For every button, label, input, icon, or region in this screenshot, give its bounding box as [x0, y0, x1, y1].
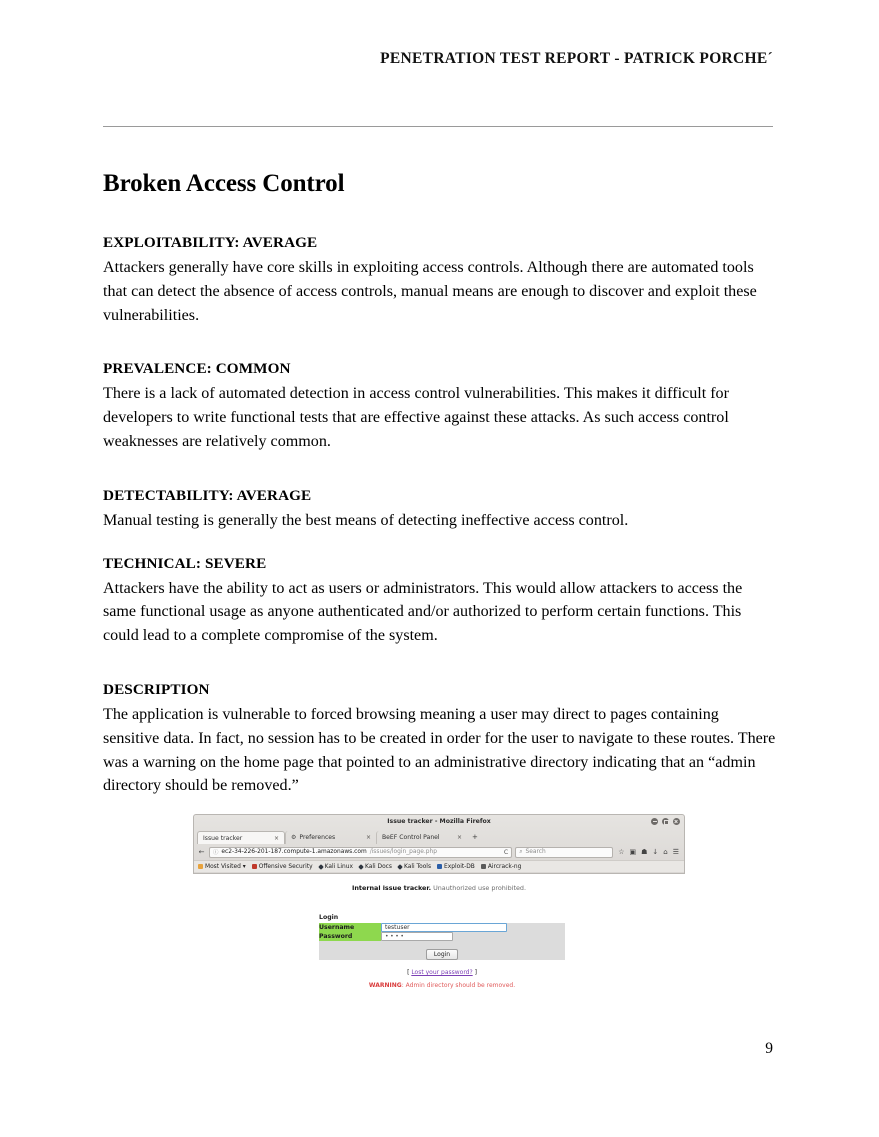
issue-tracker-page	[193, 874, 685, 989]
table-row	[319, 941, 565, 960]
search-icon: ⌕	[519, 848, 523, 855]
tab-close-icon[interactable]: ×	[365, 834, 371, 841]
section-text: There is a lack of automated detection in access control vulnerabilities. This makes it difficult for developers to write functional tests that are effective against these attacks. As such access control weaknesses are relatively common.	[103, 385, 729, 450]
section-text: Attackers generally have core skills in exploiting access controls. Although there are automated tools that can detect the absence of access controls, manual means are enough to discover and exploit these vulnerabilities.	[103, 259, 757, 324]
home-icon[interactable]: ⌂	[663, 847, 668, 856]
kali-dragon-icon	[397, 864, 403, 870]
url-path: /issues/login_page.php	[369, 849, 437, 855]
banner-bold-text: Internal issue tracker.	[352, 884, 432, 892]
username-input[interactable]: testuser	[381, 923, 507, 932]
bracket-close: ]	[472, 969, 477, 976]
search-placeholder: Search	[525, 849, 546, 855]
lost-password-row	[319, 969, 565, 976]
username-label: Username	[319, 923, 381, 932]
window-controls	[651, 818, 680, 825]
bookmark-offensive-security[interactable]	[252, 864, 313, 870]
table-row	[319, 923, 565, 932]
bookmark-exploit-db[interactable]	[437, 864, 475, 870]
gear-icon: ⚙	[291, 834, 297, 841]
tab-issue-tracker[interactable]	[197, 831, 285, 844]
password-cell	[381, 932, 565, 941]
bookmark-kali-linux[interactable]	[319, 864, 353, 870]
close-icon[interactable]	[673, 818, 680, 825]
header-divider	[103, 126, 773, 127]
bookmark-label: Kali Tools	[403, 863, 432, 870]
window-title: Issue tracker - Mozilla Firefox	[387, 818, 491, 825]
back-icon[interactable]: ←	[198, 848, 205, 856]
bookmark-label: Offensive Security	[258, 863, 313, 870]
page-running-header: PENETRATION TEST REPORT - PATRICK PORCHE´	[380, 50, 773, 67]
tab-close-icon[interactable]: ×	[273, 834, 279, 842]
page-number: 9	[765, 1040, 773, 1057]
bookmark-label: Kali Docs	[365, 863, 392, 870]
exploit-db-icon	[437, 864, 442, 869]
bookmark-label: Aircrack-ng	[487, 863, 522, 870]
tab-preferences[interactable]	[285, 831, 376, 844]
bookmark-label: Kali Linux	[324, 863, 354, 870]
section-description	[103, 681, 778, 798]
browser-toolbar-icons	[616, 849, 681, 856]
download-icon[interactable]: ↓	[652, 847, 659, 856]
browser-titlebar	[194, 815, 684, 829]
section-heading: DETECTABILITY: AVERAGE	[103, 486, 312, 504]
embedded-browser-screenshot	[193, 814, 685, 1019]
username-cell	[381, 923, 565, 932]
section-heading: PREVALENCE: COMMON	[103, 360, 291, 378]
star-icon[interactable]: ☆	[618, 847, 625, 856]
login-button-cell	[319, 941, 565, 960]
bookmark-kali-tools[interactable]	[398, 864, 431, 870]
search-input[interactable]	[515, 847, 613, 858]
login-form	[319, 914, 565, 989]
url-host: ec2-34-226-201-187.compute-1.amazonaws.com	[221, 849, 367, 855]
page-title: Broken Access Control	[103, 170, 345, 197]
bookmark-label: Most Visited ▾	[205, 863, 246, 870]
shield-icon[interactable]: ☗	[641, 847, 648, 856]
login-button[interactable]: Login	[426, 949, 458, 960]
reload-icon[interactable]: C	[503, 848, 509, 856]
admin-directory-warning	[319, 982, 565, 989]
lost-password-link[interactable]: Lost your password?	[411, 969, 473, 976]
section-heading: EXPLOITABILITY: AVERAGE	[103, 234, 318, 251]
section-text: Manual testing is generally the best means of detecting ineffective access control.	[103, 511, 629, 529]
menu-icon[interactable]: ☰	[672, 847, 679, 856]
table-row	[319, 932, 565, 941]
address-bar[interactable]	[209, 847, 512, 858]
site-info-icon[interactable]: ⓘ	[213, 850, 219, 856]
section-detectability	[103, 487, 778, 533]
password-label: Password	[319, 932, 381, 941]
kali-dragon-icon	[318, 864, 324, 870]
section-text: Attackers have the ability to act as users or administrators. This would allow attackers to access the same functional usage as anyone authenticated and/or authorized to perform certain functions. This could lead to a complete compromise of the system.	[103, 579, 743, 645]
aircrack-icon	[481, 864, 486, 869]
browser-navbar	[194, 844, 684, 860]
new-tab-button[interactable]: +	[472, 833, 478, 841]
kali-dragon-icon	[358, 864, 364, 870]
tab-label: Preferences	[299, 834, 336, 841]
folder-icon	[198, 864, 203, 869]
login-table	[319, 923, 565, 960]
browser-chrome	[193, 814, 685, 874]
offensive-security-icon	[252, 864, 257, 869]
banner-rest-text: Unauthorized use prohibited.	[431, 884, 526, 892]
bracket-open: [	[407, 969, 412, 976]
section-text: The application is vulnerable to forced browsing meaning a user may direct to pages containing sensitive data. In fact, no session has to be created in order for the user to navigate to these routes. There was a warning on the home page that pointed to an administrative directory indicating that an “admin directory should be removed.”	[103, 705, 776, 795]
bookmark-label: Exploit-DB	[444, 863, 475, 870]
tab-label: Issue tracker	[203, 834, 243, 842]
section-heading: DESCRIPTION	[103, 680, 210, 698]
site-banner	[193, 884, 685, 892]
password-input[interactable]: ••••	[381, 932, 453, 941]
section-exploitability	[103, 234, 778, 327]
bookmark-kali-docs[interactable]	[359, 864, 392, 870]
bookmarks-bar	[194, 860, 684, 872]
minimize-icon[interactable]	[651, 818, 658, 825]
warning-text: : Admin directory should be removed.	[401, 982, 516, 989]
tab-close-icon[interactable]: ×	[456, 834, 462, 841]
login-heading: Login	[319, 914, 339, 921]
bookmark-aircrack-ng[interactable]	[481, 864, 521, 870]
pocket-icon[interactable]: ▣	[629, 847, 637, 856]
bookmark-most-visited[interactable]	[198, 864, 246, 870]
browser-tabbar	[194, 829, 684, 844]
section-technical	[103, 555, 778, 648]
section-prevalence	[103, 360, 778, 453]
maximize-icon[interactable]	[662, 818, 669, 825]
tab-beef-control-panel[interactable]	[376, 831, 467, 844]
warning-label: WARNING	[368, 982, 402, 989]
tab-label: BeEF Control Panel	[382, 834, 440, 841]
document-body	[103, 170, 778, 820]
section-heading: TECHNICAL: SEVERE	[103, 554, 267, 572]
